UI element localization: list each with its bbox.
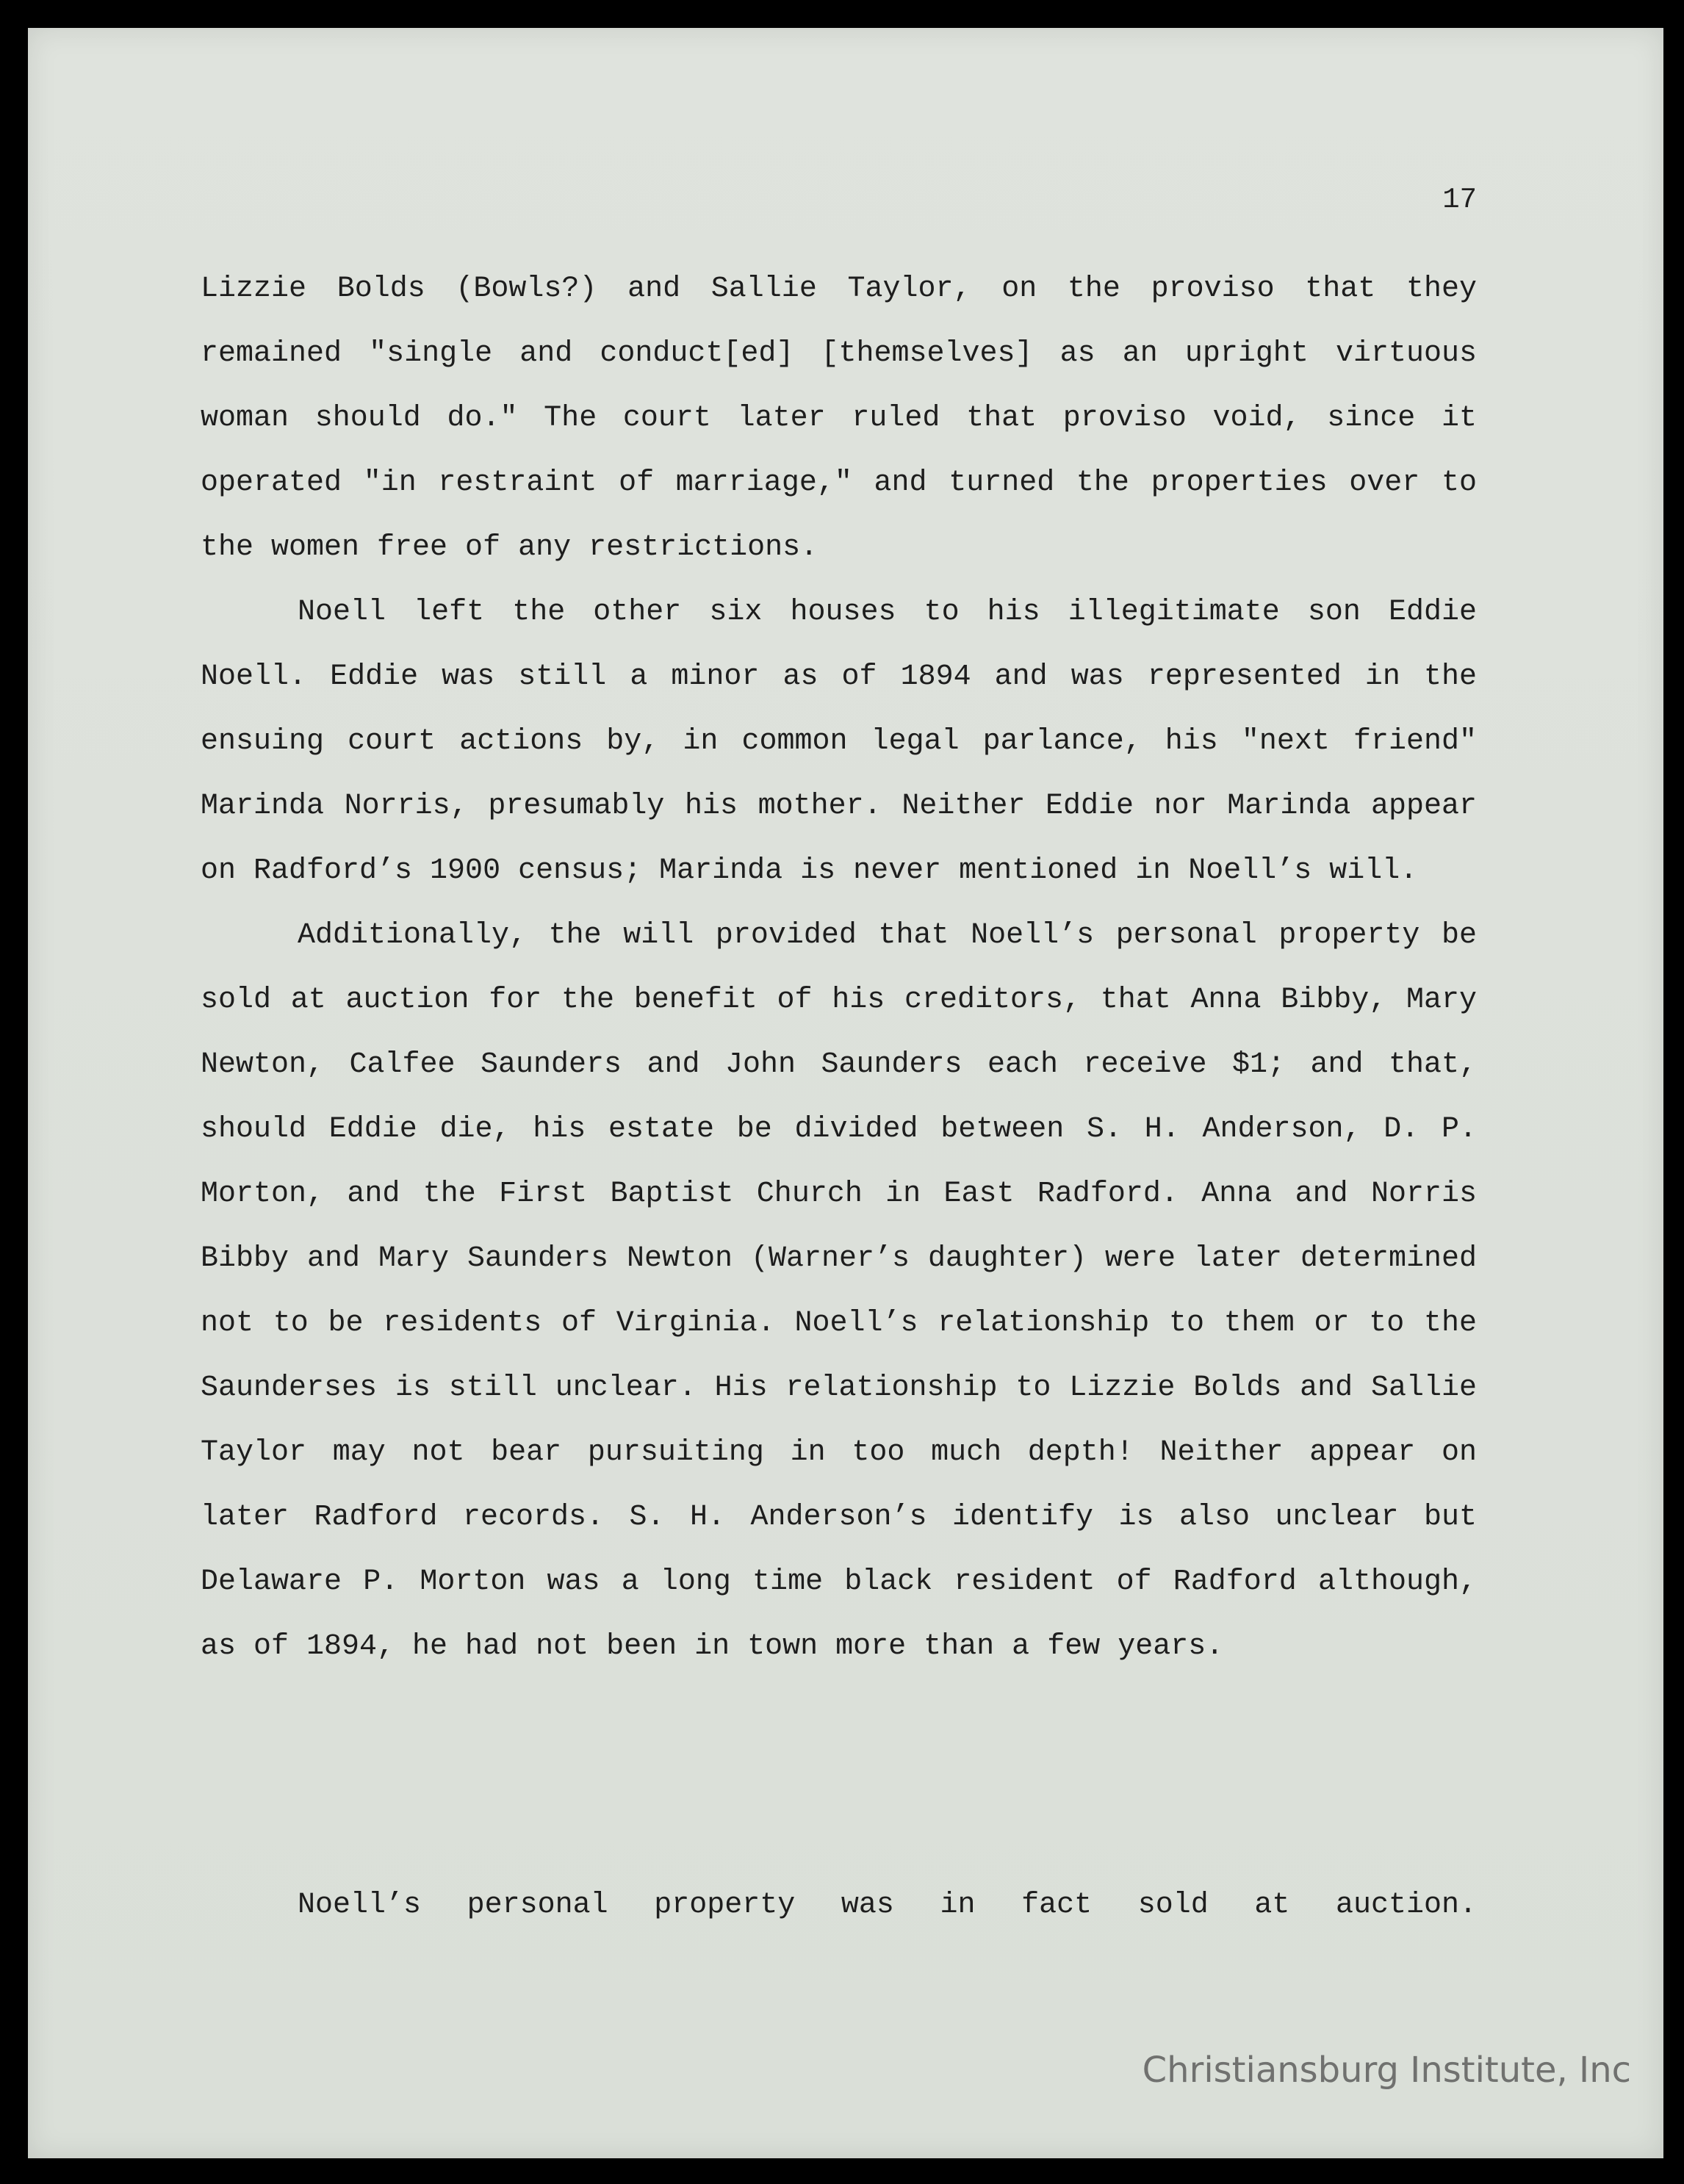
paragraph-eddie-noell: Noell left the other six houses to his illegitimate son Eddie Noell. Eddie was still a minor as of 1894 and was represented in the ensuing court actions by, in common legal parlance, his "next friend" Marinda Norris, presumably his mother. Neither Eddie nor Marinda appear on Radford’s 1900 census; Marinda is never mentioned in Noell’s will. bbox=[201, 596, 1477, 887]
paragraph-continuation: Lizzie Bolds (Bowls?) and Sallie Taylor, on the proviso that they remained "single and conduct[ed] [themselves] as an upright virtuous woman should do." The court later ruled that proviso void, since it operated "in restraint of marriage," and turned the properties over to the women free of any restrictions. bbox=[201, 273, 1477, 564]
watermark-text: Christiansburg Institute, Inc bbox=[1142, 2050, 1631, 2091]
page-number: 17 bbox=[1442, 184, 1477, 216]
body-text bbox=[201, 257, 1477, 1679]
paragraph-will-provisions: Additionally, the will provided that Noell’s personal property be sold at auction for the benefit of his creditors, that Anna Bibby, Mary Newton, Calfee Saunders and John Saunders each receive $1; and that, should Eddie die, his estate be divided between S. H. Anderson, D. P. Morton, and the First Baptist Church in East Radford. Anna and Norris Bibby and Mary Saunders Newton (Warner’s daughter) were later determined not to be residents of Virginia. Noell’s relationship to them or to the Saunderses is still unclear. His relationship to Lizzie Bolds and Sallie Taylor may not bear pursuiting in too much depth! Neither appear on later Radford records. S. H. Anderson’s identify is also unclear but Delaware P. Morton was a long time black resident of Radford although, as of 1894, he had not been in town more than a few years. bbox=[201, 919, 1477, 1663]
paragraph-auction: Noell’s personal property was in fact sold at auction. bbox=[298, 1889, 1477, 1922]
